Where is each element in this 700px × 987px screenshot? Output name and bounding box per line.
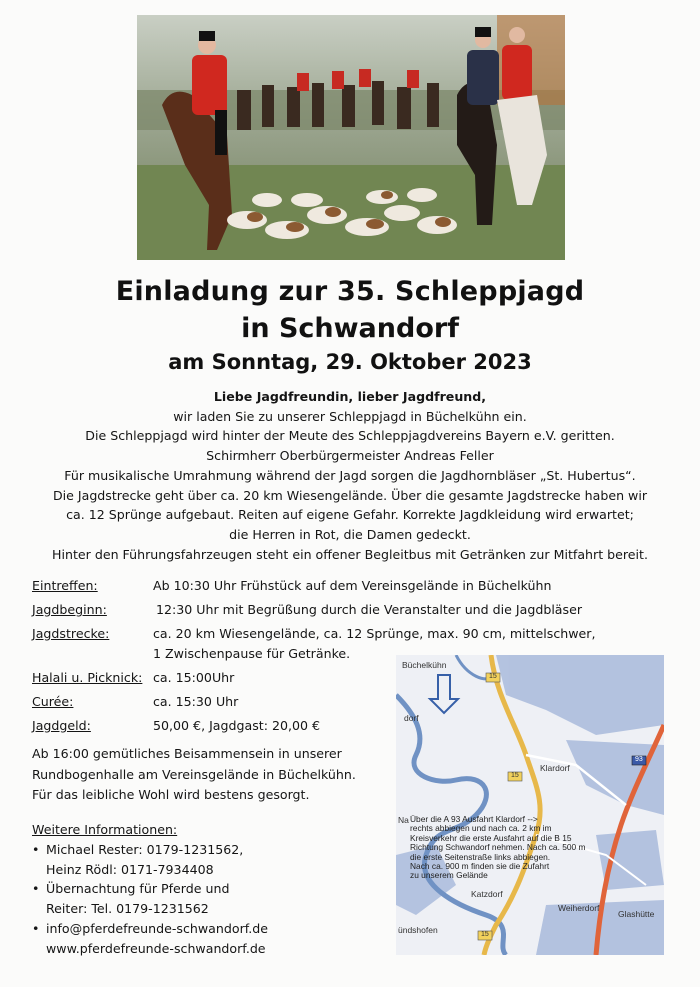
contact-info xyxy=(32,820,392,959)
invitation-text xyxy=(10,387,690,564)
map-label-glashuette: Glashütte xyxy=(618,909,655,919)
map-label-undshofen: ündshofen xyxy=(398,925,438,935)
road-label-b15: 15 xyxy=(489,673,497,680)
intro-line: Die Schleppjagd wird hinter der Meute des Schleppjagdvereins Bayern e.V. geritten. xyxy=(85,428,615,444)
hunt-illustration xyxy=(137,15,565,260)
road-label-b15: 15 xyxy=(511,772,519,779)
map-label-klardorf: Klardorf xyxy=(540,763,570,773)
schedule-value: ca. 15:00Uhr xyxy=(153,670,235,685)
after-line: Rundbogenhalle am Vereinsgelände in Büchelkühn. xyxy=(32,766,356,782)
schedule-label: Jagdstrecke: xyxy=(32,626,110,641)
greeting: Liebe Jagdfreundin, lieber Jagdfreund, xyxy=(213,389,487,404)
direction-line: rechts abbiegen und nach ca. 2 km im xyxy=(410,823,552,834)
schedule-label: Curée: xyxy=(32,694,74,709)
schedule-value-cont: 1 Zwischenpause für Getränke. xyxy=(153,646,351,661)
intro-line: wir laden Sie zu unserer Schleppjagd in Büchelkühn ein. xyxy=(173,408,527,424)
direction-line: Richtung Schwandorf nehmen. Nach ca. 500 m xyxy=(410,842,586,853)
map-label-weiherdorf: Weiherdorf xyxy=(558,903,600,913)
hunt-photo xyxy=(137,15,565,260)
schedule-value: ca. 20 km Wiesengelände, ca. 12 Sprünge, max. 90 cm, mittelschwer, xyxy=(153,626,596,641)
intro-line: die Herren in Rot, die Damen gedeckt. xyxy=(229,526,471,542)
intro-line: Hinter den Führungsfahrzeugen steht ein offener Begleitbus mit Getränken zur Mitfahrt bereit. xyxy=(52,546,648,562)
schedule-label: Jagdgeld: xyxy=(32,718,91,733)
schedule-value: Ab 10:30 Uhr Frühstück auf dem Vereinsgelände in Büchelkühn xyxy=(153,578,552,593)
direction-line: die erste Seitenstraße links abbiegen. xyxy=(410,851,551,862)
direction-line: zu unserem Gelände xyxy=(410,870,488,881)
road-label-b15: 15 xyxy=(481,931,489,938)
map-label-katzdorf: Katzdorf xyxy=(471,889,503,899)
schedule-value: 50,00 €, Jagdgast: 20,00 € xyxy=(153,718,321,733)
schedule-label: Jagdbeginn: xyxy=(32,602,107,617)
schedule-label: Halali u. Picknick: xyxy=(32,670,143,685)
intro-line: Für musikalische Umrahmung während der Jagd sorgen die Jagdhornbläser „St. Hubertus“. xyxy=(64,467,636,483)
contact-heading: Weitere Informationen: xyxy=(32,822,178,837)
intro-line: Schirmherr Oberbürgermeister Andreas Feller xyxy=(206,448,494,464)
contact-item xyxy=(32,840,392,880)
event-date: am Sonntag, 29. Oktober 2023 xyxy=(168,350,532,374)
schedule-value: 12:30 Uhr mit Begrüßung durch die Veranstalter und die Jagdbläser xyxy=(156,602,583,617)
contact-line: • Michael Rester: 0179-1231562, xyxy=(46,841,244,857)
page-title-location: in Schwandorf xyxy=(241,313,459,344)
map-label-na: Na xyxy=(398,815,409,825)
direction-line: Über die A 93 Ausfahrt Klardorf --> xyxy=(410,814,538,824)
intro-line: Die Jagdstrecke geht über ca. 20 km Wiesengelände. Über die gesamte Jagdstrecke haben wir xyxy=(52,487,648,503)
after-hunt-text xyxy=(32,744,392,806)
contact-line: • Übernachtung für Pferde und xyxy=(46,881,230,897)
direction-line: Nach ca. 900 m finden sie die Zufahrt xyxy=(410,861,550,872)
location-map xyxy=(396,655,664,955)
intro-line: ca. 12 Sprünge aufgebaut. Reiten auf eigene Gefahr. Korrekte Jagdkleidung wird erwartet; xyxy=(66,507,634,523)
email-link[interactable]: • info@pferdefreunde-schwandorf.de xyxy=(46,920,269,936)
road-label-a93: 93 xyxy=(635,756,643,763)
schedule-value: ca. 15:30 Uhr xyxy=(153,694,239,709)
map-label-buechelkuehn: Büchelkühn xyxy=(402,660,447,670)
after-line: Für das leibliche Wohl wird bestens gesorgt. xyxy=(32,787,310,802)
contact-item xyxy=(32,879,392,919)
contact-line: Heinz Rödl: 0171-7934408 xyxy=(46,861,214,877)
route-directions xyxy=(410,815,660,881)
after-line: Ab 16:00 gemütliches Beisammensein in unserer xyxy=(32,746,342,761)
contact-item xyxy=(32,919,392,959)
contact-line: Reiter: Tel. 0179-1231562 xyxy=(46,901,209,917)
schedule-label: Eintreffen: xyxy=(32,578,98,593)
page-title: Einladung zur 35. Schleppjagd xyxy=(115,276,585,307)
website-link[interactable]: www.pferdefreunde-schwandorf.de xyxy=(46,940,266,956)
map-label-dorf: dorf xyxy=(404,713,419,723)
direction-line: Kreisverkehr die erste Ausfahrt auf die B 15 xyxy=(410,832,572,843)
